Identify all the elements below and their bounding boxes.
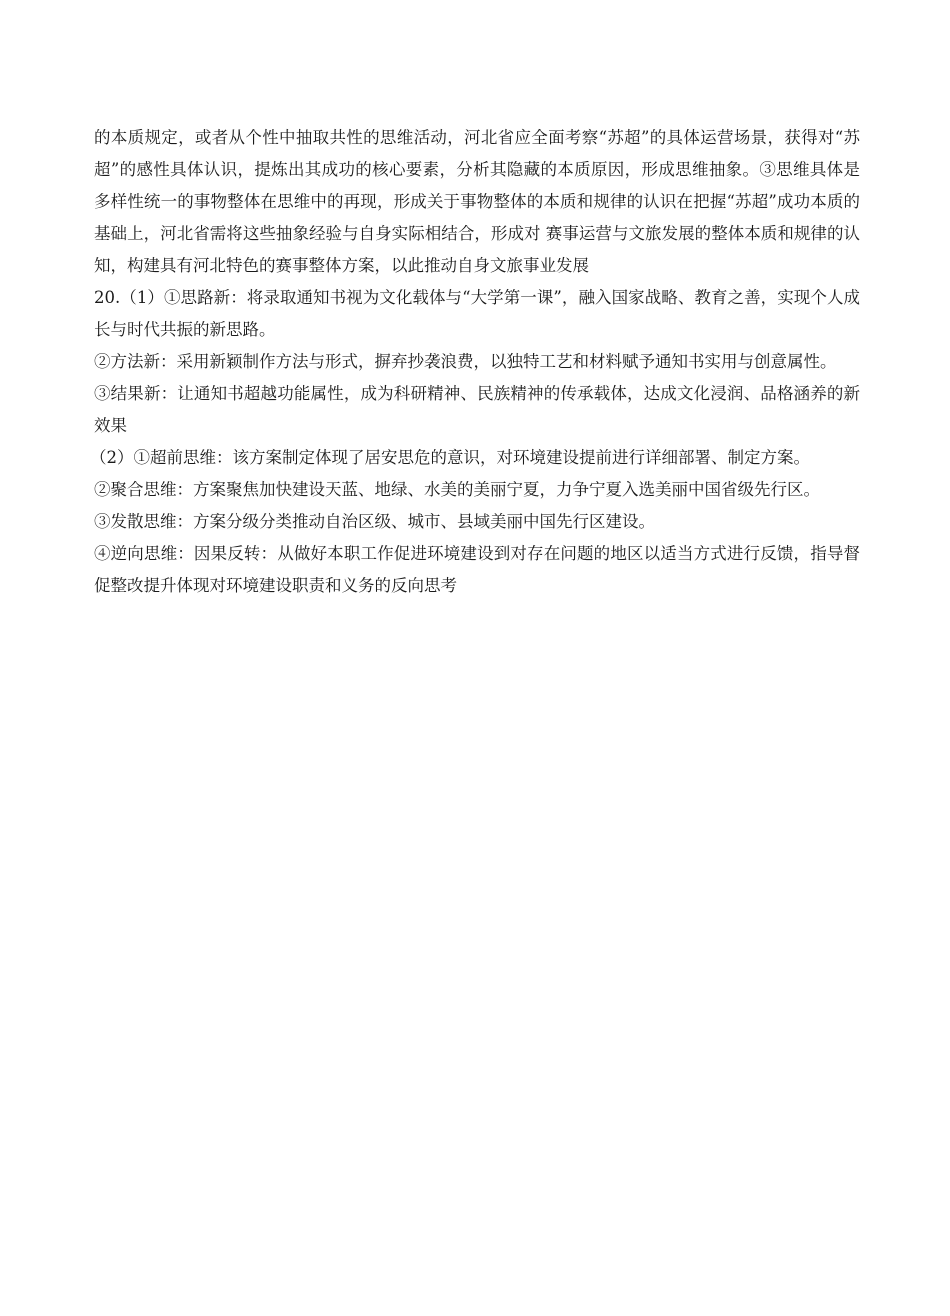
paragraph-q20-part2-advance: （2）①超前思维：该方案制定体现了居安思危的意识，对环境建设提前进行详细部署、制定方案。 xyxy=(90,448,810,467)
paragraph-q20-part2-reverse: ④逆向思维：因果反转：从做好本职工作促进环境建设到对存在问题的地区以适当方式进行反馈，指导督促整改提升体现对环境建设职责和义务的反向思考 xyxy=(94,544,860,595)
paragraph-q20-part2-convergent: ②聚合思维：方案聚焦加快建设天蓝、地绿、水美的美丽宁夏，力争宁夏入选美丽中国省级先行区。 xyxy=(94,480,820,499)
document-body xyxy=(90,122,860,602)
paragraph-q20-part1-idea: 20.（1）①思路新：将录取通知书视为文化载体与“大学第一课”，融入国家战略、教育之善，实现个人成长与时代共振的新思路。 xyxy=(94,288,860,339)
paragraph-q20-part1-result: ③结果新：让通知书超越功能属性，成为科研精神、民族精神的传承载体，达成文化浸润、品格涵养的新效果 xyxy=(94,384,860,435)
paragraph-continuation: 的本质规定，或者从个性中抽取共性的思维活动，河北省应全面考察“苏超”的具体运营场景，获得对“苏超”的感性具体认识，提炼出其成功的核心要素，分析其隐藏的本质原因，形成思维抽象。③思维具体是多样性统一的事物整体在思维中的再现，形成关于事物整体的本质和规律的认识在把握“苏超”成功本质的基础上，河北省需将这些抽象经验与自身实际相结合，形成对 赛事运营与文旅发展的整体本质和规律的认知，构建具有河北特色的赛事整体方案，以此推动自身文旅事业发展 xyxy=(94,128,860,275)
paragraph-q20-part2-divergent: ③发散思维：方案分级分类推动自治区级、城市、县域美丽中国先行区建设。 xyxy=(94,512,655,531)
paragraph-q20-part1-method: ②方法新：采用新颖制作方法与形式，摒弃抄袭浪费，以独特工艺和材料赋予通知书实用与创意属性。 xyxy=(94,352,837,371)
